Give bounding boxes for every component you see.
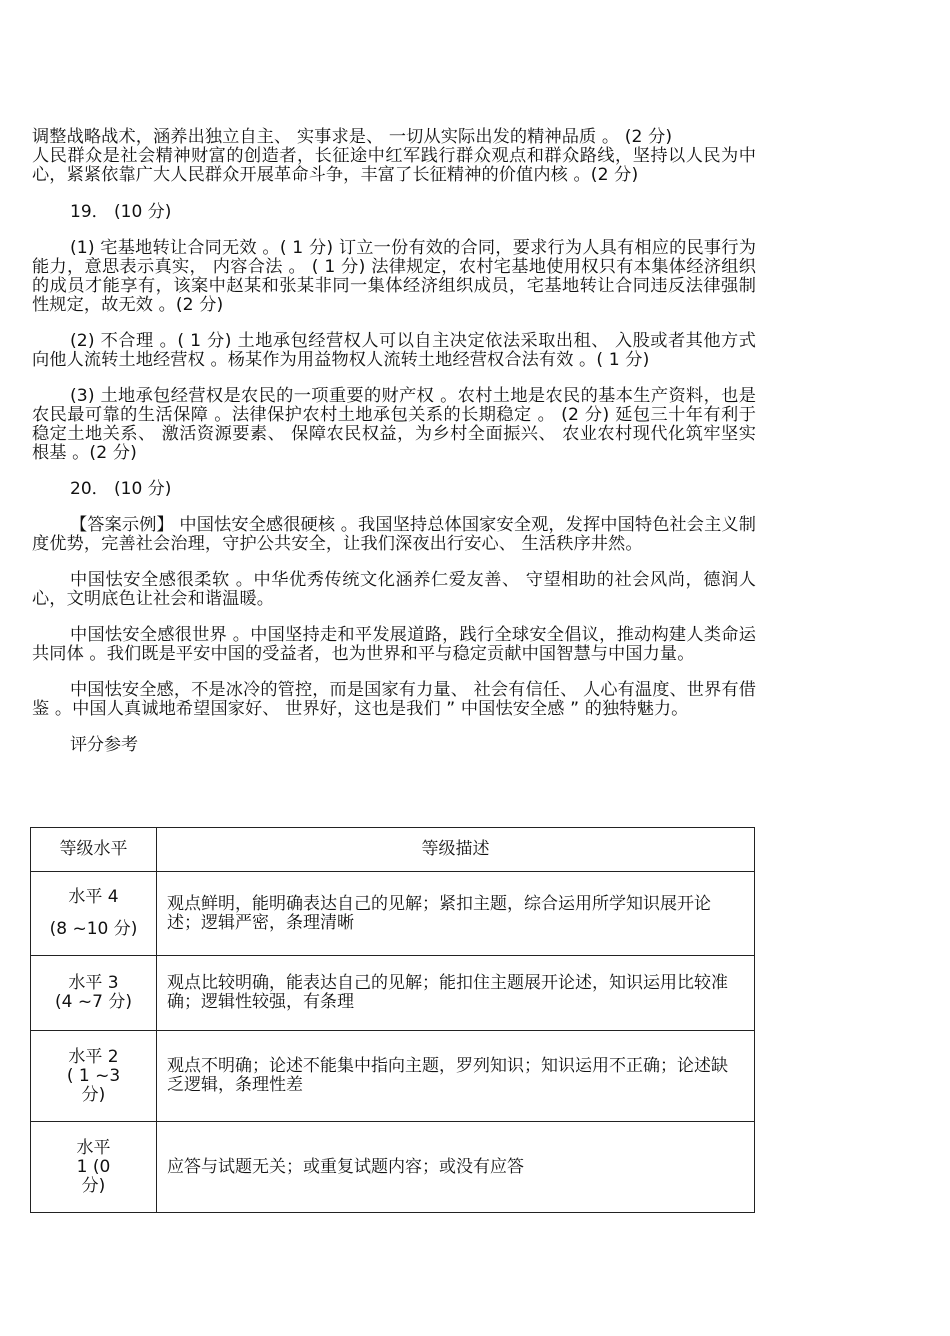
q19-answer-1: (1) 宅基地转让合同无效 。( 1 分) 订立一份有效的合同，要求行为人具有相应的民事行为能力，意思表示真实， 内容合法 。 ( 1 分) 法律规定，农村宅基地使用权只有本集体经济组织的成员才能享有，该案中赵某和张某非同一集体经济组织成员，宅基地转让合同违反法律强制性规定，故无效 。(2 分) — [32, 238, 756, 315]
level-range: ( 1 ~3 分) — [66, 1065, 121, 1105]
question-20-heading: 20． (10 分) — [70, 479, 172, 499]
q19-answer-3: (3) 土地承包经营权是农民的一项重要的财产权 。农村土地是农民的基本生产资料，也是农民最可靠的生活保障 。法律保护农村土地承包关系的长期稳定 。 (2 分) 延包三十年有利于稳定土地关系、 激活资源要素、 保障农民权益，为乡村全面振兴、 农业农村现代化筑牢坚实根基 。(2 分) — [32, 386, 756, 463]
level-description: 观点鲜明，能明确表达自己的见解；紧扣主题，综合运用所学知识展开论述；逻辑严密，条理清晰 — [157, 872, 755, 956]
question-19-heading: 19． (10 分) — [70, 202, 172, 222]
q20-answer-4: 中国怯安全感，不是冰冷的管控，而是国家有力量、 社会有信任、 人心有温度、世界有借鉴 。中国人真诚地希望国家好、 世界好，这也是我们 ” 中国怯安全感 ” 的独特魅力。 — [32, 680, 756, 719]
level-description: 观点比较明确，能表达自己的见解；能扣住主题展开论述，知识运用比较准确；逻辑性较强，有条理 — [157, 956, 755, 1031]
level-description: 应答与试题无关；或重复试题内容；或没有应答 — [157, 1122, 755, 1213]
q19-answer-2: (2) 不合理 。( 1 分) 土地承包经营权人可以自主决定依法采取出租、 入股或者其他方式向他人流转土地经营权 。杨某作为用益物权人流转土地经营权合法有效 。( 1 分) — [32, 331, 756, 370]
level-range: (4 ~7 分) — [55, 992, 132, 1012]
q20-answer-1: 【答案示例】 中国怯安全感很硬核 。我国坚持总体国家安全观，发挥中国特色社会主义制度优势，完善社会治理，守护公共安全，让我们深夜出行安心、 生活秩序井然。 — [32, 515, 756, 554]
answer-document — [32, 128, 756, 772]
table-header-row — [31, 828, 755, 872]
table-row — [31, 872, 755, 956]
level-range: (8 ~10 分) — [49, 919, 138, 939]
level-range: 1 (0 分) — [76, 1156, 111, 1196]
level-cell — [31, 1031, 157, 1122]
level-name: 水平 — [76, 1137, 111, 1158]
level-name: 水平 4 — [68, 887, 119, 907]
table-row — [31, 1031, 755, 1122]
level-name: 水平 2 — [68, 1046, 119, 1067]
intro-paragraph — [32, 128, 756, 147]
level-cell — [31, 956, 157, 1031]
table-row — [31, 956, 755, 1031]
intro-line-1: 调整战略战术，涵养出独立自主、 实事求是、 一切从实际出发的精神品质 。 (2 分) — [32, 127, 673, 147]
score-reference-label: 评分参考 — [70, 735, 138, 755]
level-name: 水平 3 — [68, 973, 119, 993]
intro-line-2: 人民群众是社会精神财富的创造者，长征途中红军践行群众观点和群众路线，坚持以人民为中心，紧紧依靠广大人民群众开展革命斗争，丰富了长征精神的价值内核 。(2 分) — [32, 146, 756, 185]
scoring-table — [30, 827, 755, 1213]
q20-answer-2: 中国怯安全感很柔软 。中华优秀传统文化涵养仁爱友善、 守望相助的社会风尚，德润人心，文明底色让社会和谐温暖。 — [32, 570, 756, 609]
q20-answer-3: 中国怯安全感很世界 。中国坚持走和平发展道路，践行全球安全倡议，推动构建人类命运共同体 。我们既是平安中国的受益者，也为世界和平与稳定贡献中国智慧与中国力量。 — [32, 625, 756, 664]
table-row — [31, 1122, 755, 1213]
level-cell — [31, 1122, 157, 1213]
table-header-level: 等级水平 — [31, 828, 157, 872]
level-cell — [31, 872, 157, 956]
level-description: 观点不明确；论述不能集中指向主题，罗列知识；知识运用不正确；论述缺乏逻辑，条理性差 — [157, 1031, 755, 1122]
intro-paragraph-2 — [32, 147, 756, 185]
table-header-description: 等级描述 — [157, 828, 755, 872]
